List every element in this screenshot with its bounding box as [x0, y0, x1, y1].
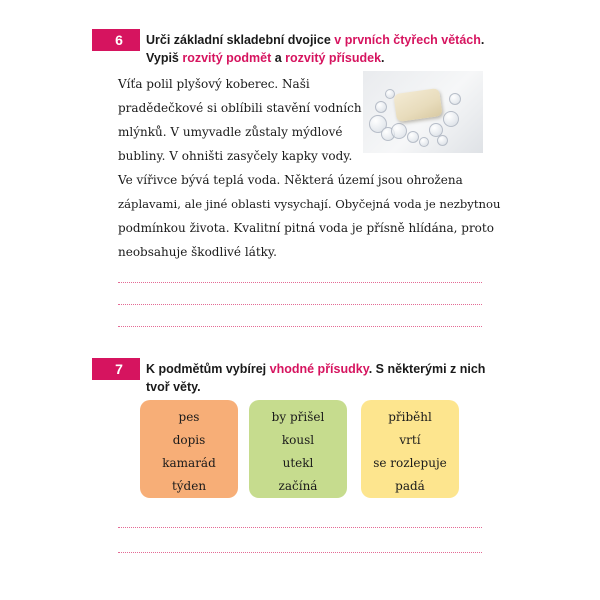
exercise-6-instruction: [146, 31, 506, 67]
answer-line[interactable]: [118, 282, 482, 283]
exercise-7-number: 7: [115, 361, 123, 377]
exercise-6-number-badge: [92, 29, 140, 51]
highlight-suitable-predicates: vhodné přísudky: [269, 362, 369, 376]
card-word: kousl: [281, 433, 315, 447]
highlight-first-four-sentences: v prvních čtyřech větách: [334, 33, 481, 47]
text-line: Ve vířivce bývá teplá voda. Některá území jsou ohrožena: [118, 173, 463, 187]
answer-line[interactable]: [118, 552, 482, 553]
text-line: neobsahuje škodlivé látky.: [118, 245, 277, 259]
exercise-6-text: [118, 72, 501, 264]
card-word: dopis: [172, 433, 206, 447]
exercise-6-number: 6: [115, 32, 123, 48]
exercise-6-instruction-line2: Vypiš rozvitý podmět a rozvitý přísudek.: [146, 51, 385, 65]
text-line: záplavami, ale jiné oblasti vysychají. Obyčejná voda je nezbytnou: [118, 197, 501, 211]
answer-line[interactable]: [118, 326, 482, 327]
highlight-expanded-subject: rozvitý podmět: [182, 51, 272, 65]
card-word: pes: [178, 410, 200, 424]
subjects-card: [140, 400, 238, 498]
card-word: kamarád: [162, 456, 216, 470]
card-word: se rozlepuje: [373, 456, 447, 470]
text-line: Víťa polil plyšový koberec. Naši: [118, 77, 310, 91]
card-word: týden: [171, 479, 207, 493]
exercise-6-instruction-line1: Urči základní skladební dvojice v prvních čtyřech větách.: [146, 33, 485, 47]
exercise-7-number-badge: [92, 358, 140, 380]
predicates-card-1: [249, 400, 347, 498]
card-word: vrtí: [399, 433, 421, 447]
card-word: by přišel: [271, 410, 325, 424]
answer-line[interactable]: [118, 304, 482, 305]
exercise-7-instruction: [146, 360, 506, 396]
text-line: mlýnků. V umyvadle zůstaly mýdlové: [118, 125, 343, 139]
card-word: přiběhl: [388, 410, 432, 424]
card-word: padá: [395, 479, 425, 493]
card-word: utekl: [282, 456, 314, 470]
card-word: začíná: [278, 479, 318, 493]
text-line: bubliny. V ohništi zasyčely kapky vody.: [118, 149, 353, 163]
highlight-expanded-predicate: rozvitý přísudek: [285, 51, 382, 65]
exercise-7-instruction-line1: K podmětům vybírej vhodné přísudky. S některými z nich: [146, 362, 486, 376]
predicates-card-2: [361, 400, 459, 498]
text-line: pradědečkové si oblíbili stavění vodních: [118, 101, 362, 115]
exercise-7-instruction-line2: tvoř věty.: [146, 380, 201, 394]
text-line: podmínkou života. Kvalitní pitná voda je přísně hlídána, proto: [118, 221, 494, 235]
answer-line[interactable]: [118, 527, 482, 528]
